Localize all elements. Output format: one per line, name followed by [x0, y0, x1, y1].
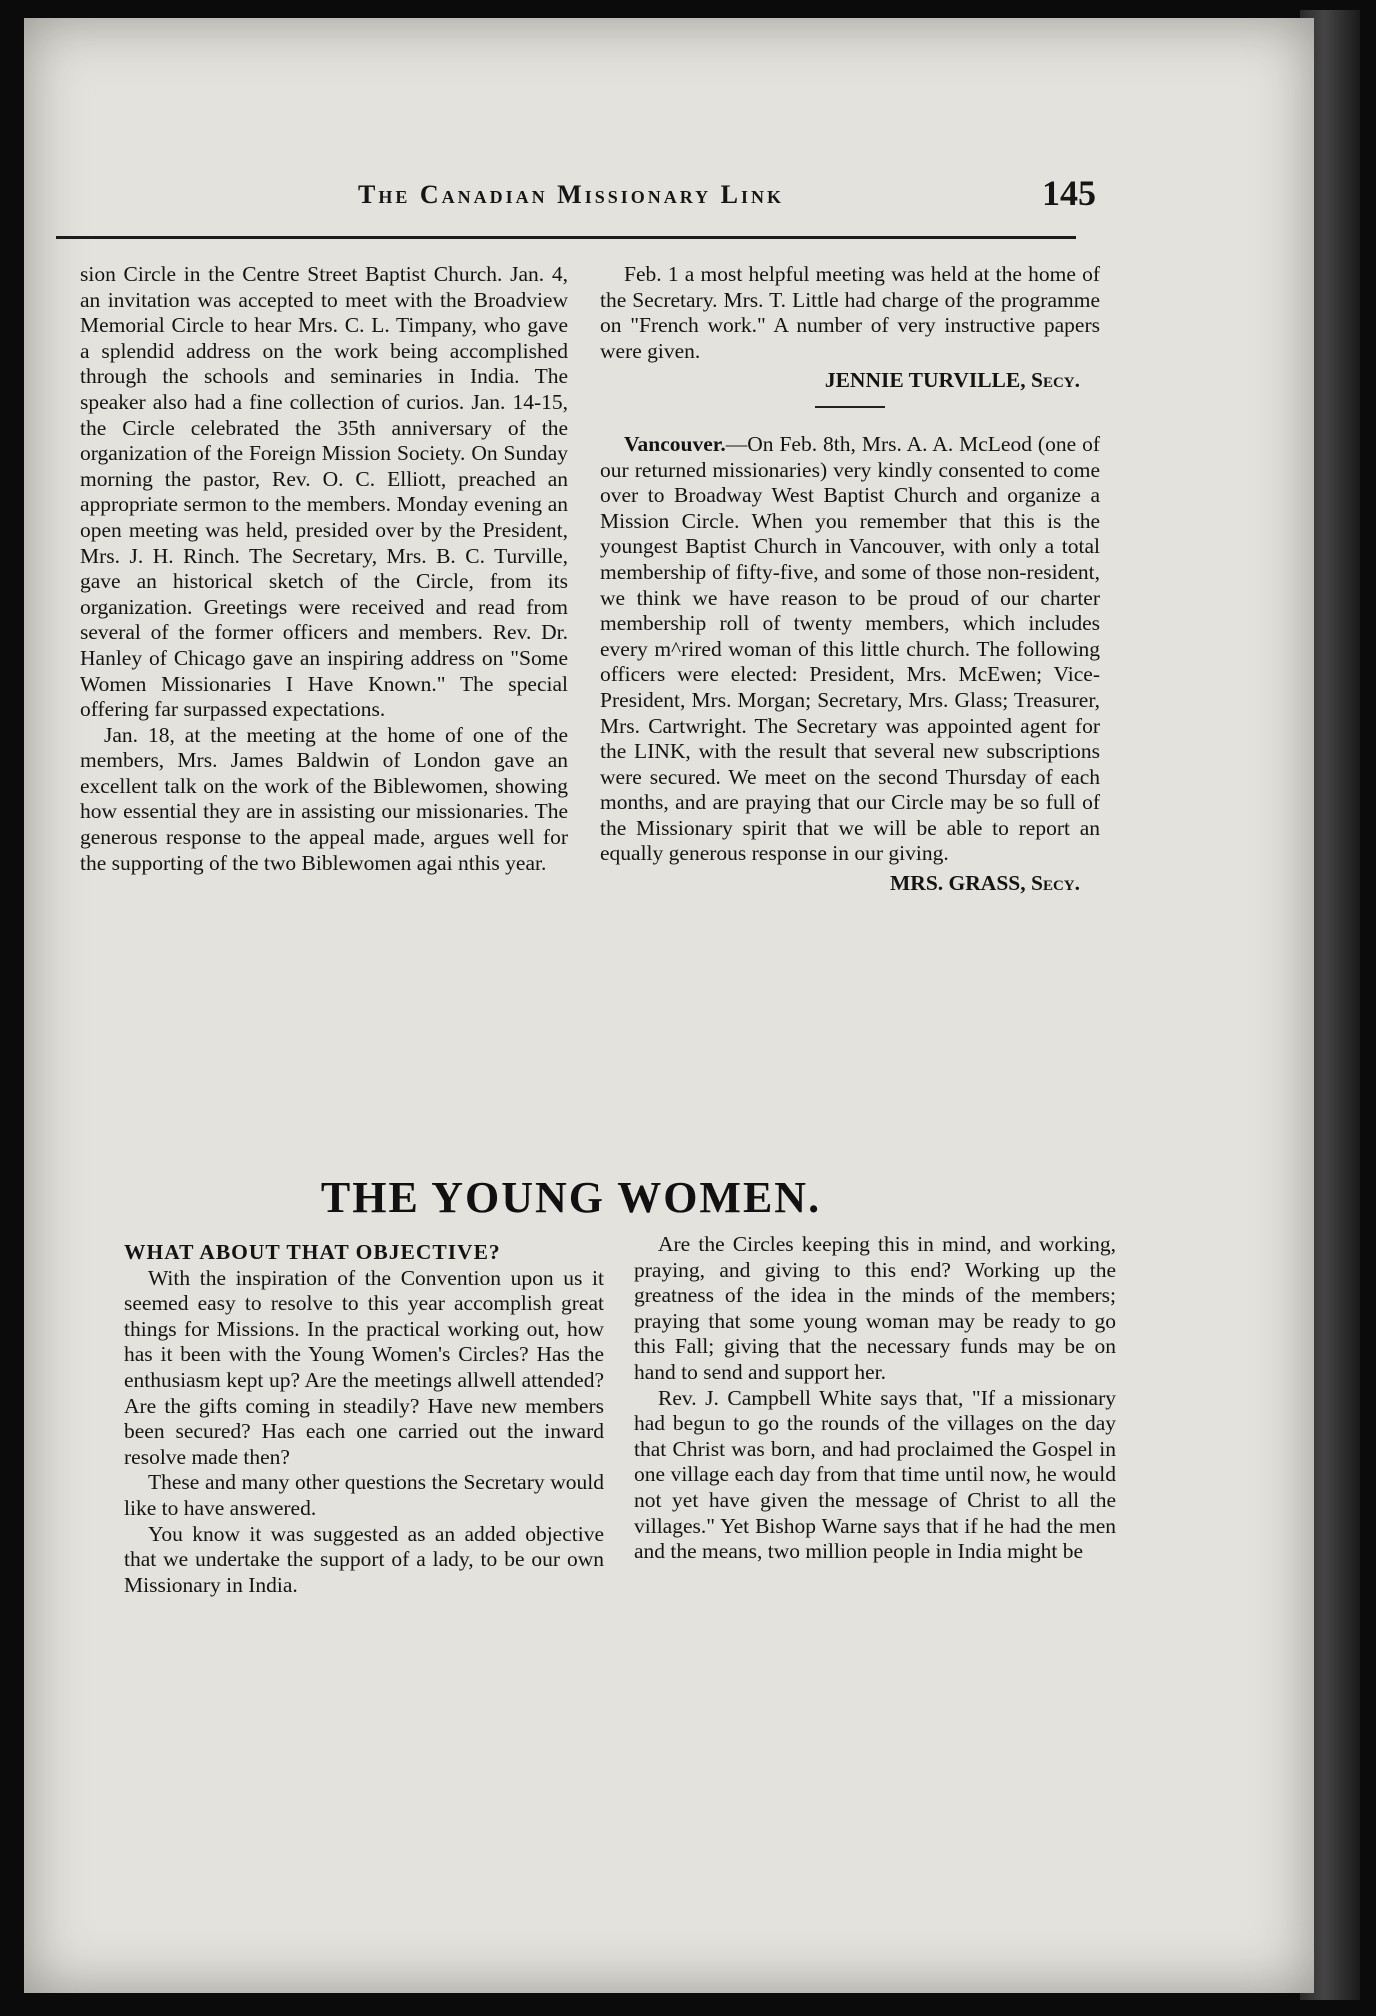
section-title: THE YOUNG WOMEN. [320, 1173, 822, 1222]
questions-paragraph: These and many other questions the Secretary would like to have answered. [124, 1470, 604, 1520]
header-rule [56, 236, 1076, 239]
circle-report-paragraph: sion Circle in the Centre Street Baptist Church. Jan. 4, an invitation was accepted to meet with the Broadview Memorial Circle to hear Mrs. C. L. Timpany, who gave a splendid address on the work being accomplished through the schools and seminaries in India. The speaker also had a fine collection of curios. Jan. 14-15, the Circle celebrated the 35th anniversary of the organization of the Foreign Mission Society. On Sunday morning the pastor, Rev. O. C. Elliott, preached an appropriate sermon to the members. Monday evening an open meeting was held, presided over by the President, Mrs. J. H. Rinch. The Secretary, Mrs. B. C. Turville, gave an historical sketch of the Circle, from its organization. Greetings were received and read from several of the former officers and members. Rev. Dr. Hanley of Chicago gave an inspiring address on "Some Women Missionaries I Have Known." The special offering far surpassed expectations. [80, 262, 568, 722]
vancouver-text: —On Feb. 8th, Mrs. A. A. McLeod (one of our returned missionaries) very kindly consented to come over to Broadway West Baptist Church and organize a Mission Circle. When you remember that this is the youngest Baptist Church in Vancouver, with only a total membership of fifty-five, and some of those non-resident, we think we have reason to be proud of our charter membership roll of twenty members, which includes every m^rired woman of this little church. The following officers were elected: President, Mrs. McEwen; Vice-President, Mrs. Morgan; Secretary, Mrs. Glass; Treasurer, Mrs. Cartwright. The Secretary was appointed agent for the LINK, with the result that several new subscriptions were secured. We meet on the second Thursday of each months, and are praying that our Circle may be so full of the Missionary spirit that we will be able to report an equally generous response in our giving. [600, 431, 1100, 866]
page-number: 145 [1042, 173, 1096, 213]
signature-jennie-turville: JENNIE TURVILLE, Secy. [824, 368, 1080, 393]
objective-paragraph: With the inspiration of the Convention upon us it seemed easy to resolve to this year accomplish great things for Missions. In the practical working out, how has it been with the Young Women's Circles? Has the enthusiasm kept up? Are the meetings allwell attended? Are the gifts coming in steadily? Have new members been secured? Has each one carried out the inward resolve made then? [124, 1265, 604, 1469]
top-right-column [600, 262, 1100, 897]
city-vancouver: Vancouver. [624, 431, 726, 456]
bottom-right-column [634, 1232, 1116, 1565]
top-left-column [80, 262, 568, 876]
circles-paragraph: Are the Circles keeping this in mind, and working, praying, and giving to this end? Working up the greatness of the idea in the minds of the members; praying that some young woman may be ready to go this Fall; giving that the necessary funds may be on hand to send and support her. [634, 1232, 1116, 1384]
bottom-left-column [124, 1240, 604, 1598]
biblewomen-paragraph: Jan. 18, at the meeting at the home of one of the members, Mrs. James Baldwin of London gave an excellent talk on the work of the Biblewomen, showing how essential they are in assisting our missionaries. The generous response to the appeal made, argues well for the supporting of the two Biblewomen agai nthis year. [80, 722, 568, 875]
subheading: WHAT ABOUT THAT OBJECTIVE? [124, 1240, 501, 1264]
feb-meeting-paragraph: Feb. 1 a most helpful meeting was held at the home of the Secretary. Mrs. T. Little had charge of the programme on "French work." A number of very instructive papers were given. [600, 262, 1100, 363]
section-divider [815, 406, 885, 408]
vancouver-paragraph [600, 432, 1100, 867]
campbell-white-paragraph: Rev. J. Campbell White says that, "If a missionary had begun to go the rounds of the villages on the day that Christ was born, and had proclaimed the Gospel in one village each day from that time until now, he would not yet have given the message of Christ to all the villages." Yet Bishop Warne says that if he had the men and the means, two million people in India might be [634, 1385, 1116, 1564]
page-header [56, 168, 1096, 228]
signature-mrs-grass: MRS. GRASS, Secy. [890, 871, 1080, 896]
missionary-paragraph: You know it was suggested as an added objective that we undertake the support of a lady, to be our own Missionary in India. [124, 1521, 604, 1597]
running-title: The Canadian Missionary Link [358, 180, 784, 209]
